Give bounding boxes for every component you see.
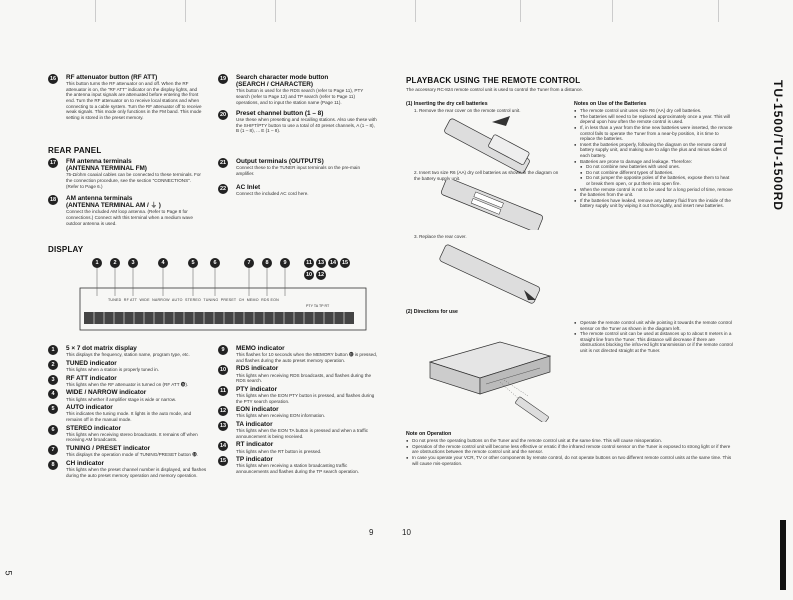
front-item-19 <box>218 74 378 105</box>
note-sub-bullet: ● Do not jumper the opposite poles of the batteries, expose them to heat or break them open, or put them into open fire. <box>574 175 734 186</box>
display-callout: 1 <box>92 258 102 268</box>
item-text: This lights when receiving stereo broadcasts. It remains off when receiving AM broadcasts. <box>66 431 198 443</box>
item-text: This lights when the EON PTY button is pressed, and flashes during the PTY search operation. <box>236 392 375 404</box>
callout-number: 8 <box>48 460 58 470</box>
display-item-7 <box>48 445 208 458</box>
scan-mark <box>95 0 96 22</box>
item-text: This lights when receiving a station broadcasting traffic announcements and flashes during the TP search operation. <box>236 463 359 474</box>
display-items-right <box>218 345 378 477</box>
label-rds: RDS <box>261 298 270 302</box>
battery-insert-illustration <box>432 180 552 230</box>
scan-mark <box>718 0 719 22</box>
playback-heading: PLAYBACK USING THE REMOTE CONTROL <box>406 76 581 85</box>
label-tp: TP <box>318 304 324 308</box>
display-item-8 <box>48 460 208 478</box>
callout-number: 21 <box>219 160 227 166</box>
front-item-16 <box>48 74 203 120</box>
direction-bullet: ● The remote control unit can be used at distances up to about 8 meters in a straight line from the Tuner. This distance will decrease if there are obstructions blocking the infra-red light transmission or if the remote control unit is not directed straight at the Tuner. <box>574 331 734 353</box>
corner-page-number: 5 <box>3 570 14 576</box>
item-text: This lights when the preset channel number is displayed, and flashes during the auto preset memory operation and memory operation. <box>66 466 207 478</box>
rear-item-21 <box>218 158 378 176</box>
item-title-sub: (SEARCH / CHARACTER) <box>236 81 314 89</box>
notes-title: Notes on Use of the Batteries <box>574 101 647 107</box>
display-callout: 9 <box>280 258 290 268</box>
item-text: This button is used for the RDS search (refer to Page 11), PTY search (refer to Page 12) and TP search (refer to Page 11) operations, and to input the station name (Page 11). <box>236 88 364 105</box>
callout-number: 7 <box>48 445 58 455</box>
display-items-left <box>48 345 208 480</box>
item-title: Preset channel button (1 – 8) <box>236 110 324 117</box>
callout-number: 12 <box>219 408 227 415</box>
display-callout: 4 <box>158 258 168 268</box>
item-text: This displays the frequency, station name, program type, etc. <box>66 352 190 358</box>
display-item-9 <box>218 345 378 363</box>
callout-number: 16 <box>49 76 57 82</box>
item-text: Connect the included AM loop antenna. (Refer to Page 8 for connections.) Connect with this terminal when a medium wave outdoor antenna is used. <box>66 209 193 226</box>
display-item-14 <box>218 441 378 454</box>
page-number-left: 9 <box>369 528 374 537</box>
display-item-6 <box>48 425 208 443</box>
callout-number: 17 <box>49 160 57 166</box>
item-text: 75-Ω/ohm coaxial cables can be connected to these terminals. For the connection procedure, see the section "CONNECTIONS". (Refer to Page 6.) <box>66 172 201 189</box>
item-title: RF ATT indicator <box>66 374 117 382</box>
callout-number: 3 <box>48 375 58 385</box>
item-title: FM antenna terminals <box>66 158 132 165</box>
item-text: This lights when receiving RDS broadcasts, and flashes during the RDS search. <box>236 372 372 384</box>
callout-number: 22 <box>219 186 227 192</box>
item-title: PTY indicator <box>236 385 278 393</box>
label-pty: PTY <box>306 304 313 308</box>
item-title: TP indicator <box>236 456 273 464</box>
operation-notes-title: Note on Operation <box>406 431 452 437</box>
display-item-10 <box>218 365 378 383</box>
note-bullet: ● When the remote control is not to be used for a long period of time, remove the batteries from the unit. <box>574 187 734 198</box>
display-indicator-labels <box>108 298 279 304</box>
item-text: This lights when receiving EON information. <box>236 413 326 419</box>
note-bullet: ● The batteries will need to be replaced approximately once a year. This will depend upon how often the remote control is used. <box>574 114 734 125</box>
item-title: TUNING / PRESET indicator <box>66 444 151 452</box>
item-title: AUTO indicator <box>66 404 113 412</box>
item-text: This indicates the tuning mode. It lights in the auto mode, and remains off in the manual mode. <box>66 411 192 422</box>
item-text: Connect these to the TUNER input terminals on the pre-main amplifier. <box>236 165 361 176</box>
callout-number: 10 <box>219 367 227 374</box>
label-preset: PRESET <box>220 298 237 302</box>
display-callout: 2 <box>110 258 120 268</box>
scan-mark <box>415 0 416 22</box>
callout-number: 5 <box>48 404 58 414</box>
label-stereo: STEREO <box>185 298 201 302</box>
page-number-right: 10 <box>402 528 411 537</box>
item-text: This lights when the RF attenuator is turned on (RF ATT ⓰). <box>66 381 189 387</box>
item-title: AM antenna terminals <box>66 195 133 202</box>
note-sub-bullet: ● Do not combine different types of batteries. <box>574 170 734 176</box>
display-callout: 3 <box>128 258 138 268</box>
callout-number: 20 <box>219 112 227 118</box>
item-text: This button turns the RF attenuator on and off. When the RF attenuator is on, the "RF ATT" indicator on the display lights, and the antenna input signals are attenuated before entering the front end. Turn the RF attenuator on to receive local stations and when connecting to a cable system. Turn the RF attenuator off to receive weak signals. This mode only functions in the FM band. This mode setting is stored in the preset memory. <box>66 81 202 120</box>
callout-number: 14 <box>219 443 227 450</box>
side-model-title-text: TU-1500/TU-1500RD <box>771 80 785 212</box>
playback-intro: The accessory RC-824 remote control unit is used to control the Tuner from a distance. <box>406 87 583 92</box>
display-item-11 <box>218 386 378 404</box>
display-item-12 <box>218 406 378 419</box>
callout-number: 6 <box>48 425 58 435</box>
label-tuned: TUNED <box>108 298 122 302</box>
label-rf-att: RF ATT <box>123 298 138 302</box>
scan-mark <box>612 0 613 22</box>
display-callout: 14 <box>329 260 337 266</box>
display-item-5 <box>48 404 208 422</box>
rear-item-22 <box>218 184 378 197</box>
rear-item-18 <box>48 195 203 226</box>
display-callout: 8 <box>262 258 272 268</box>
directions-list <box>574 320 734 354</box>
display-callout: 15 <box>341 260 349 266</box>
tuner-remote-illustration <box>420 322 570 422</box>
rear-item-17 <box>48 158 203 189</box>
item-text: This lights whether if amplifier stage is wide or narrow. <box>66 396 177 402</box>
battery-step-1: 1. Remove the rear cover on the remote control unit. <box>414 108 521 113</box>
operation-bullet: ● Operation of the remote control unit will become less effective or erratic if the infrared remote control sensor on the Tuner is exposed to strong light or if there are obstructions between the remote control unit and the sensor. <box>406 444 736 455</box>
remote-closed-illustration <box>432 244 552 304</box>
callout-number: 13 <box>219 422 227 429</box>
battery-step-3: 3. Replace the rear cover. <box>414 234 467 239</box>
display-item-3 <box>48 375 208 388</box>
display-heading: DISPLAY <box>48 245 84 254</box>
callout-number: 1 <box>48 345 58 355</box>
item-text: Connect the included AC cord here. <box>236 191 309 197</box>
item-title: RDS indicator <box>236 365 279 373</box>
callout-number: 15 <box>219 458 227 465</box>
display-diagram <box>60 258 390 338</box>
item-title: TA indicator <box>236 420 273 428</box>
display-item-4 <box>48 389 208 402</box>
display-callout: 10 <box>305 272 313 278</box>
direction-bullet: ● Operate the remote control unit while pointing it towards the remote control sensor on the Tuner as shown in the diagram left. <box>574 320 734 331</box>
callout-number: 19 <box>219 76 227 82</box>
item-title: AC Inlet <box>236 184 261 191</box>
scan-mark <box>185 0 186 22</box>
label-rt: RT <box>324 304 330 308</box>
item-title: RT indicator <box>236 441 274 449</box>
display-callout: 11 <box>304 258 314 268</box>
display-item-15 <box>218 456 378 474</box>
callout-number: 2 <box>48 360 58 370</box>
note-bullet: ● The remote control unit uses size R6 (AA) dry cell batteries. <box>574 108 734 114</box>
callout-number: 11 <box>218 386 228 396</box>
item-text: This flashes for 10 seconds when the MEMORY button ⓫ is pressed, and flashes during the auto preset memory operation. <box>236 352 378 363</box>
label-ta: TA <box>313 304 319 308</box>
item-text: This displays the operation mode of TUNING/PRESET button ⓮. <box>66 452 199 458</box>
note-bullet: ● Batteries are prone to damage and leakage. Therefore: <box>574 159 734 165</box>
item-title: TUNED indicator <box>66 359 117 367</box>
callout-number: 9 <box>218 345 228 355</box>
battery-notes <box>574 101 734 209</box>
item-title: RF attenuator button (RF ATT) <box>66 74 158 81</box>
battery-subheading: (1) Inserting the dry cell batteries <box>406 101 488 107</box>
item-title: 5 × 7 dot matrix display <box>66 345 137 352</box>
display-callout: 13 <box>317 260 325 266</box>
operation-bullet: ● In case you operate your VCR, TV or other components by remote control, do not operate buttons on two different remote control units at the same time. This will cause mis-operation. <box>406 455 736 466</box>
item-title: MEMO indicator <box>236 345 285 352</box>
display-item-2 <box>48 360 208 373</box>
display-indicator-labels-2 <box>306 304 329 310</box>
label-narrow: NARROW <box>152 298 170 302</box>
display-callout: 6 <box>210 258 220 268</box>
display-callout: 12 <box>317 272 325 278</box>
note-bullet: ● If, in less than a year from the time new batteries were inserted, the remote control fails to operate the Tuner from a near-by position, it is time to replace the batteries. <box>574 125 734 142</box>
item-title: EON indicator <box>236 406 279 414</box>
front-item-20 <box>218 110 378 134</box>
scan-mark <box>275 0 276 22</box>
callout-number: 4 <box>48 389 58 399</box>
item-title: Search character mode button <box>236 74 329 81</box>
item-text: Use these when presetting and recalling stations. Also use these with the SHIFT/PTY button to use a total of 40 preset channels, A (1 – 8), B (1 – 8), ... E (1 – 8). <box>236 117 377 134</box>
battery-step-2: 2. Insert two size R6 (AA) dry cell batteries as shown in the diagram on the battery supply unit. <box>414 170 559 181</box>
item-text: This lights when the RT button is pressed. <box>236 448 322 454</box>
item-title: Output terminals (OUTPUTS) <box>236 158 324 165</box>
note-bullet: ● Insert the batteries properly, following the diagram on the remote control battery supply unit, and making sure to align the plus and minus sides of each battery. <box>574 142 734 159</box>
item-title: CH indicator <box>66 459 104 467</box>
rear-panel-heading: REAR PANEL <box>48 146 102 155</box>
display-item-13 <box>218 421 378 439</box>
note-sub-bullet: ● Do not combine new batteries with used ones. <box>574 164 734 170</box>
directions-subheading: (2) Directions for use <box>406 309 458 315</box>
display-callout: 7 <box>244 258 254 268</box>
label-memo: MEMO <box>246 298 259 302</box>
item-title-sub: (ANTENNA TERMINAL FM) <box>66 165 147 173</box>
item-title: WIDE / NARROW indicator <box>66 389 147 397</box>
label-tuning: TUNING <box>203 298 219 302</box>
display-item-1 <box>48 345 208 358</box>
side-black-bar <box>780 520 786 590</box>
label-wide: WIDE <box>139 298 150 302</box>
item-title-sub: (ANTENNA TERMINAL AM / ⏚ ) <box>66 202 161 210</box>
scan-mark <box>520 0 521 22</box>
label-auto: AUTO <box>171 298 183 302</box>
display-callout: 5 <box>188 258 198 268</box>
operation-bullet: ● Do not press the operating buttons on the Tuner and the remote control unit at the same time. This will cause misoperation. <box>406 438 736 444</box>
callout-number: 18 <box>49 197 57 203</box>
item-text: This lights when the EON TA button is pressed and when a traffic announcement is being received. <box>236 428 369 439</box>
item-text: This lights when a station is properly tuned in. <box>66 367 159 372</box>
label-ch: CH <box>238 298 245 302</box>
label-eon: EON <box>270 298 279 302</box>
item-title: STEREO indicator <box>66 424 122 432</box>
operation-notes <box>406 431 736 466</box>
note-bullet: ● If the batteries have leaked, remove any battery fluid from the inside of the battery supply unit by wiping it out thoroughly, and insert new batteries. <box>574 198 734 209</box>
